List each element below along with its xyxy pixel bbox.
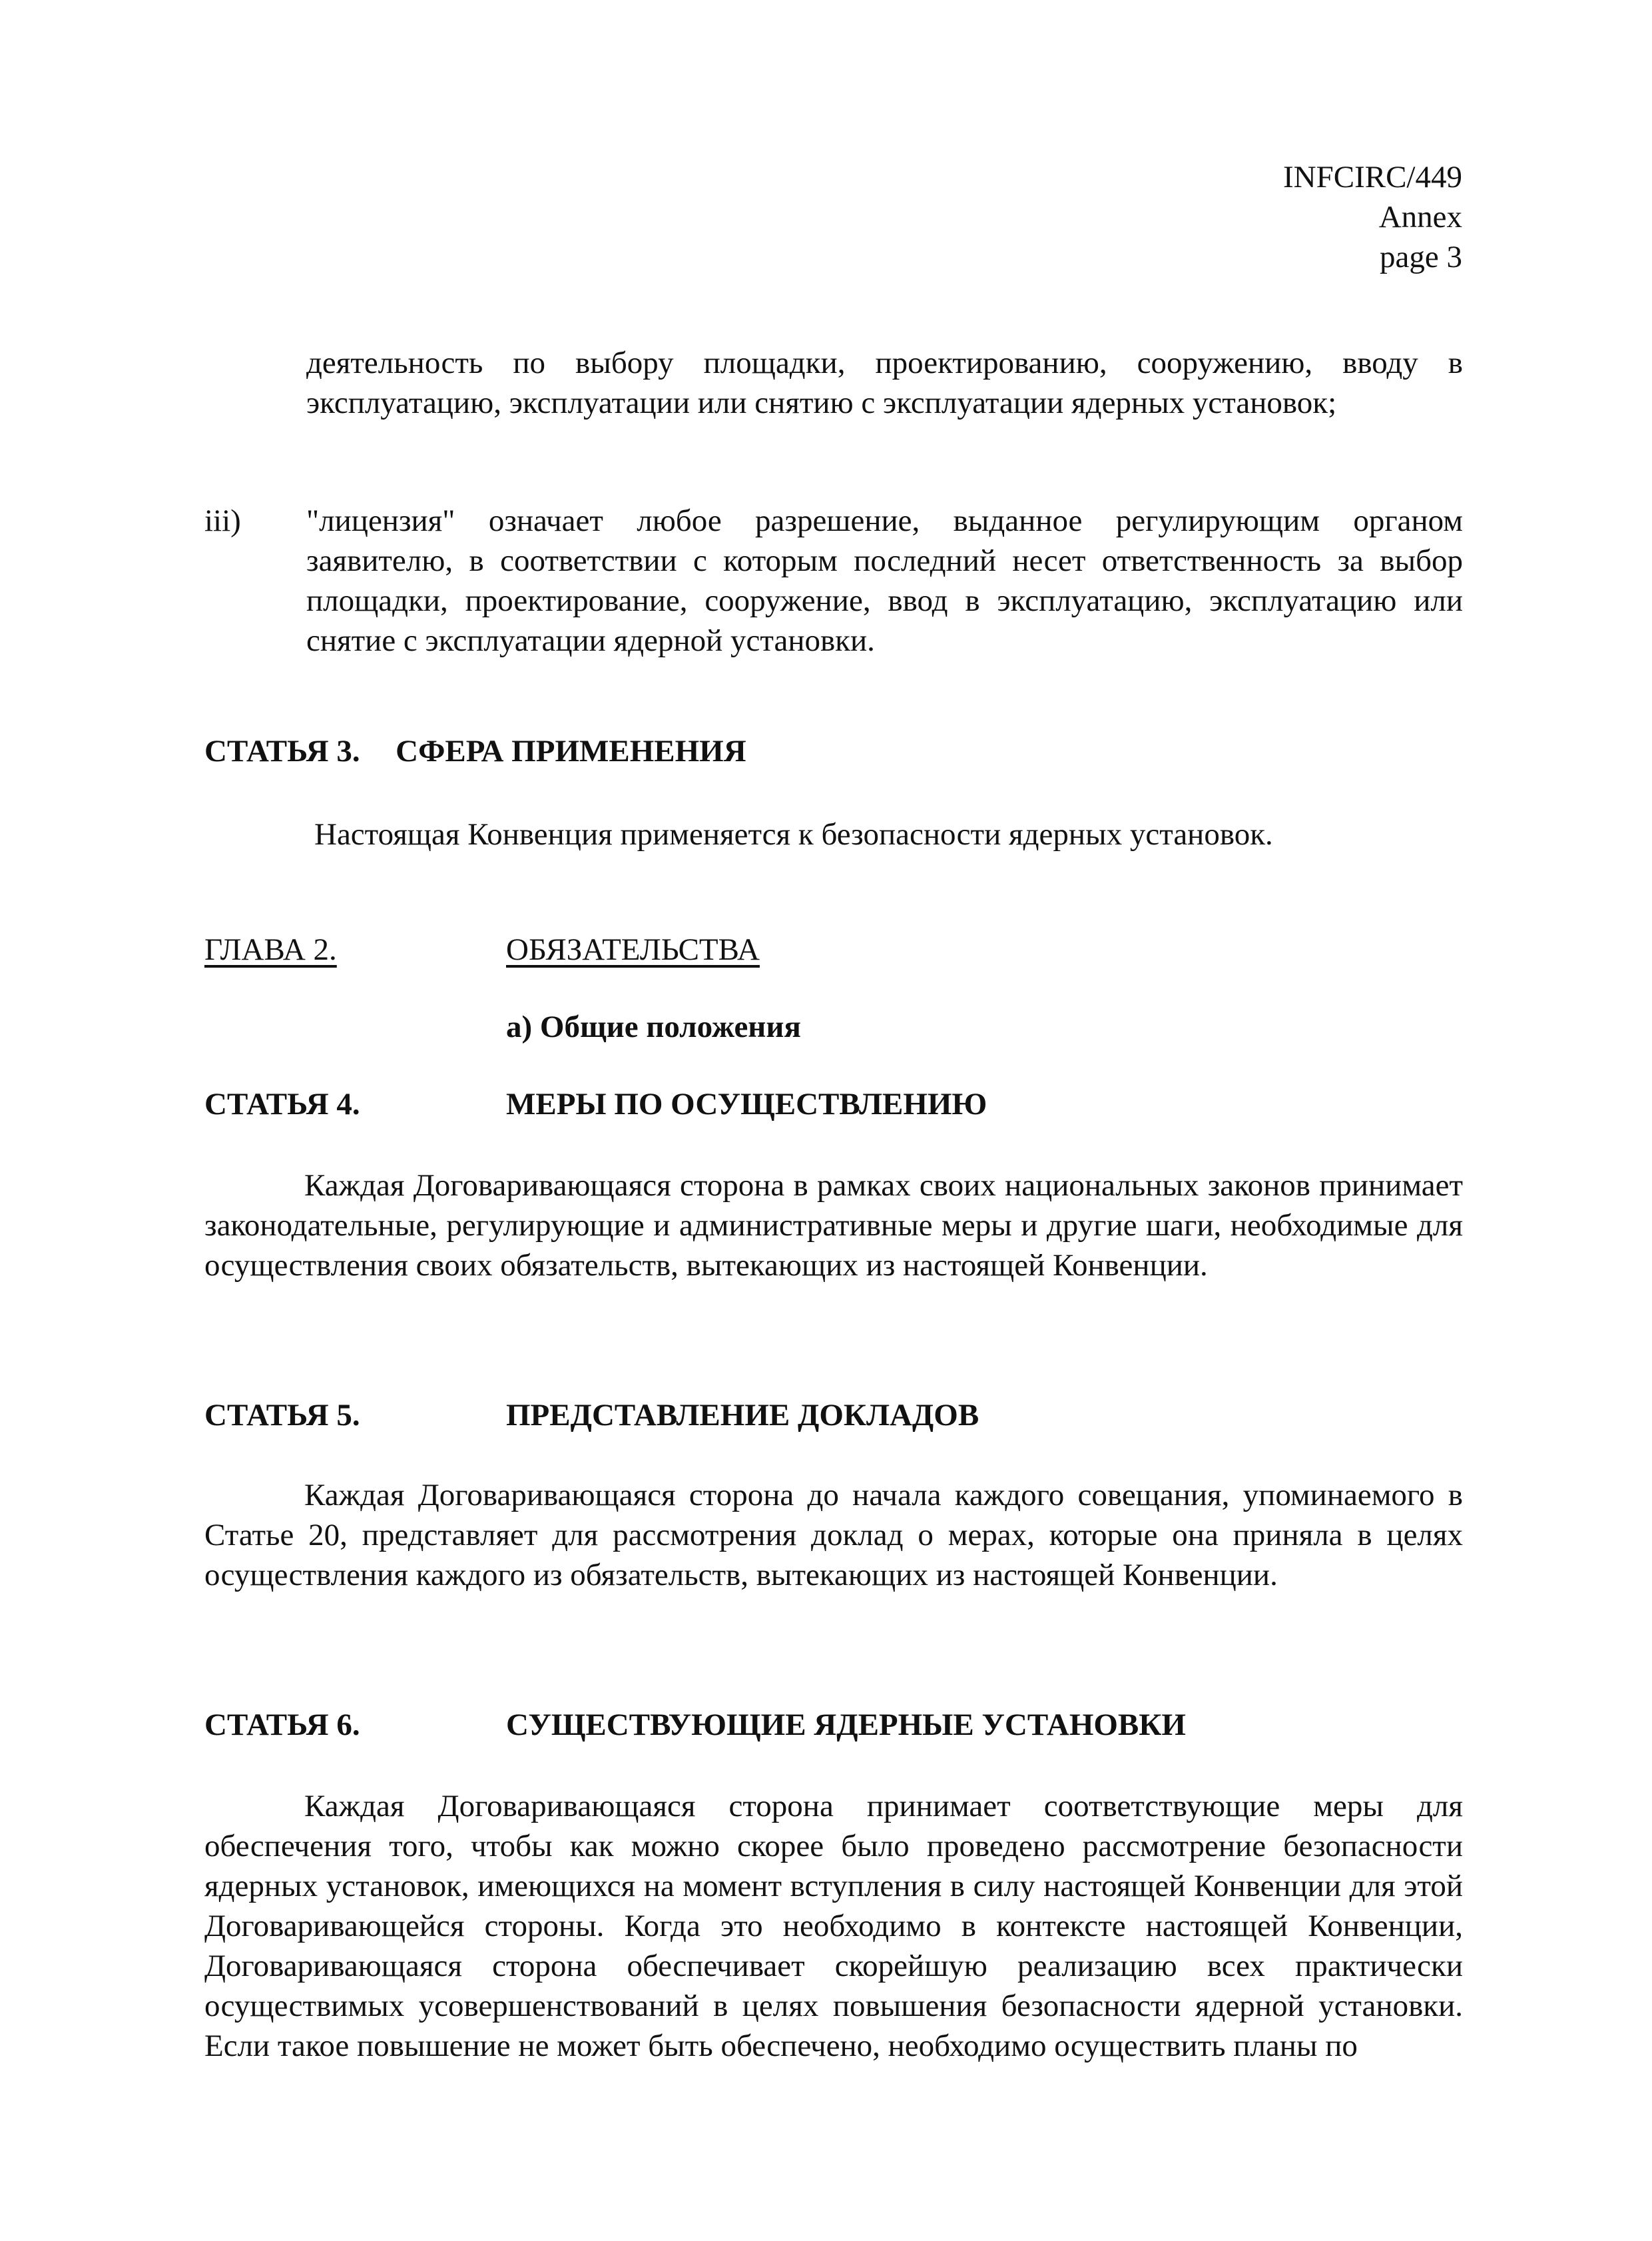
document-number: INFCIRC/449: [1283, 160, 1462, 194]
chapter-2-title: ОБЯЗАТЕЛЬСТВА: [506, 932, 760, 967]
subsection-general-provisions: а) Общие положения: [506, 1010, 801, 1044]
article-5-title: ПРЕДСТАВЛЕНИЕ ДОКЛАДОВ: [506, 1398, 979, 1433]
page-header: [1283, 157, 1462, 277]
article-6-label: СТАТЬЯ 6.: [204, 1708, 360, 1742]
chapter-2-label: ГЛАВА 2.: [204, 932, 337, 967]
article-4-title: МЕРЫ ПО ОСУЩЕСТВЛЕНИЮ: [506, 1087, 987, 1121]
article-3-text: Настоящая Конвенция применяется к безопасности ядерных установок.: [314, 817, 1273, 852]
article-3-label: СТАТЬЯ 3.: [204, 734, 360, 769]
item-number-iii: iii): [204, 503, 241, 538]
article-4-label: СТАТЬЯ 4.: [204, 1087, 360, 1121]
article-4-text: Каждая Договаривающаяся сторона в рамках своих национальных законов принимает законодательные, регулирующие и административные меры и другие шаги, необходимые для осуществления своих обязательств, вытекающих из настоящей Конвенции.: [204, 1168, 1463, 1283]
page-number: page 3: [1380, 240, 1462, 274]
article-3-heading: [204, 731, 746, 771]
continuation-paragraph: деятельность по выбору площадки, проектированию, сооружению, вводу в эксплуатацию, эксплуатации или снятию с эксплуатации ядерных установок;: [306, 346, 1463, 420]
article-6-text: Каждая Договаривающаяся сторона принимает соответствующие меры для обеспечения того, чтобы как можно скорее было проведено рассмотрение безопасности ядерных установок, имеющихся на момент вступления в силу настоящей Конвенции для этой Договаривающейся стороны. Когда это необходимо в контексте настоящей Конвенции, Договаривающаяся сторона обеспечивает скорейшую реализацию всех практически осуществимых усовершенствований в целях повышения безопасности ядерной установки. Если такое повышение не может быть обеспечено, необходимо осуществить планы по: [204, 1789, 1463, 2063]
article-5-label: СТАТЬЯ 5.: [204, 1398, 360, 1433]
article-5-text: Каждая Договаривающаяся сторона до начала каждого совещания, упоминаемого в Статье 20, представляет для рассмотрения доклад о мерах, которые она приняла в целях осуществления каждого из обязательств, вытекающих из настоящей Конвенции.: [204, 1478, 1463, 1592]
item-iii-text: "лицензия" означает любое разрешение, выданное регулирующим органом заявителю, в соответствии с которым последний несет ответственность за выбор площадки, проектирование, сооружение, ввод в эксплуатацию, эксплуатацию или снятие с эксплуатации ядерной установки.: [306, 503, 1463, 658]
annex-label: Annex: [1378, 200, 1462, 234]
article-3-title: СФЕРА ПРИМЕНЕНИЯ: [396, 734, 746, 769]
article-6-title: СУЩЕСТВУЮЩИЕ ЯДЕРНЫЕ УСТАНОВКИ: [506, 1708, 1186, 1742]
